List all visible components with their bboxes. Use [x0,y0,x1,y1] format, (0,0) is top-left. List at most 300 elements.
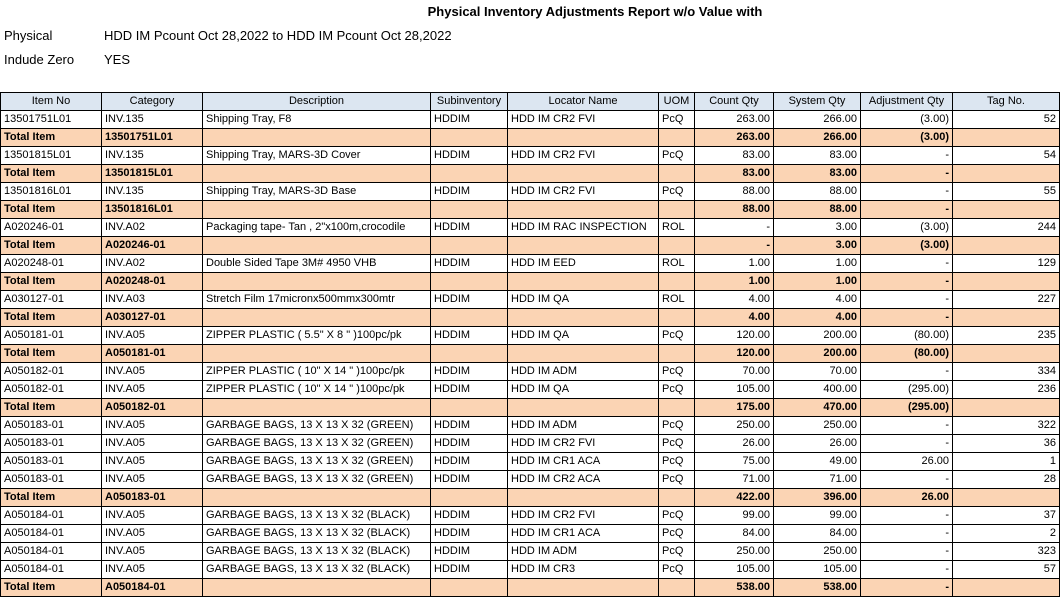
include-zero-label: Indude Zero [4,52,75,67]
table-cell: INV.A05 [102,507,203,525]
table-cell: A050183-01 [1,435,102,453]
table-cell: ZIPPER PLASTIC ( 10" X 14 " )100pc/pk [203,363,431,381]
table-cell: A020246-01 [1,219,102,237]
table-cell: Total Item [1,345,102,363]
table-cell: 13501751L01 [1,111,102,129]
column-header: UOM [659,93,695,111]
table-cell: HDDIM [431,543,508,561]
table-cell: HDD IM CR2 FVI [508,147,659,165]
table-cell: HDD IM QA [508,291,659,309]
table-cell: Total Item [1,399,102,417]
table-row [1,219,1060,237]
table-cell: 13501816L01 [102,201,203,219]
table-cell: Shipping Tray, MARS-3D Base [203,183,431,201]
table-cell: 83.00 [774,147,861,165]
table-cell: 13501816L01 [1,183,102,201]
table-cell [431,201,508,219]
include-zero-value: YES [104,52,131,67]
table-cell: INV.135 [102,183,203,201]
table-cell: Shipping Tray, F8 [203,111,431,129]
column-header: Description [203,93,431,111]
table-cell [431,309,508,327]
table-cell: ROL [659,291,695,309]
table-cell: A050182-01 [1,363,102,381]
table-cell: 322 [953,417,1060,435]
table-cell: Packaging tape- Tan , 2"x100m,crocodile [203,219,431,237]
table-cell: 88.00 [695,183,774,201]
table-cell: 2 [953,525,1060,543]
table-cell: 83.00 [695,147,774,165]
table-cell [953,345,1060,363]
table-cell: 13501751L01 [102,129,203,147]
table-cell: - [861,255,953,273]
table-cell: 105.00 [774,561,861,579]
table-cell: (80.00) [861,345,953,363]
table-row [1,453,1060,471]
table-cell: 71.00 [695,471,774,489]
table-cell: PcQ [659,111,695,129]
table-cell: Stretch Film 17micronx500mmx300mtr [203,291,431,309]
table-cell [203,201,431,219]
table-cell: INV.A02 [102,255,203,273]
column-header: Count Qty [695,93,774,111]
table-cell: ROL [659,255,695,273]
table-cell: 105.00 [695,381,774,399]
table-cell [203,309,431,327]
table-cell [508,129,659,147]
table-cell: (295.00) [861,381,953,399]
table-cell: 200.00 [774,327,861,345]
table-cell: 71.00 [774,471,861,489]
table-cell [431,489,508,507]
table-cell: - [861,291,953,309]
table-cell: - [695,237,774,255]
table-cell: 88.00 [695,201,774,219]
table-cell: A030127-01 [102,309,203,327]
table-cell [203,273,431,291]
table-cell: Total Item [1,165,102,183]
table-cell: - [861,147,953,165]
table-cell: (3.00) [861,219,953,237]
table-cell: Total Item [1,489,102,507]
table-cell [203,237,431,255]
table-cell: A050184-01 [1,543,102,561]
table-cell: 83.00 [774,165,861,183]
physical-label: Physical [4,28,53,43]
table-cell [203,345,431,363]
table-cell [203,399,431,417]
table-cell: 250.00 [774,543,861,561]
table-cell: A050181-01 [102,345,203,363]
table-cell [508,399,659,417]
column-header: System Qty [774,93,861,111]
table-cell: 400.00 [774,381,861,399]
table-row [1,435,1060,453]
table-cell: A050183-01 [1,471,102,489]
table-cell: 28 [953,471,1060,489]
table-cell [659,489,695,507]
table-cell: GARBAGE BAGS, 13 X 13 X 32 (GREEN) [203,435,431,453]
table-cell: PcQ [659,471,695,489]
table-cell: - [861,273,953,291]
table-cell: 1.00 [774,255,861,273]
table-cell [431,579,508,597]
table-cell: HDDIM [431,327,508,345]
table-cell: 52 [953,111,1060,129]
table-cell [203,165,431,183]
table-cell: HDD IM RAC INSPECTION [508,219,659,237]
table-cell: 266.00 [774,111,861,129]
table-cell: PcQ [659,363,695,381]
table-row [1,327,1060,345]
table-cell [431,399,508,417]
table-row [1,183,1060,201]
table-cell: A050184-01 [1,525,102,543]
table-cell: A050183-01 [102,489,203,507]
table-cell: 263.00 [695,111,774,129]
table-cell: HDDIM [431,291,508,309]
table-cell: INV.A05 [102,327,203,345]
table-cell: PcQ [659,525,695,543]
column-header: Category [102,93,203,111]
table-cell [508,489,659,507]
column-header: Item No [1,93,102,111]
table-cell: 334 [953,363,1060,381]
table-cell: HDD IM QA [508,381,659,399]
table-cell: 105.00 [695,561,774,579]
table-cell: - [861,183,953,201]
total-row [1,237,1060,255]
table-cell: Double Sided Tape 3M# 4950 VHB [203,255,431,273]
table-cell [953,129,1060,147]
table-cell [431,345,508,363]
table-cell [953,165,1060,183]
table-cell: A050183-01 [1,417,102,435]
table-cell: Total Item [1,309,102,327]
table-cell: 120.00 [695,345,774,363]
table-cell: Total Item [1,129,102,147]
table-cell: 244 [953,219,1060,237]
table-cell: 120.00 [695,327,774,345]
table-cell: - [861,525,953,543]
table-cell: A050183-01 [1,453,102,471]
table-cell [203,129,431,147]
table-cell: PcQ [659,453,695,471]
table-cell: - [861,309,953,327]
table-cell: 200.00 [774,345,861,363]
physical-value: HDD IM Pcount Oct 28,2022 to HDD IM Pcount Oct 28,2022 [104,28,452,43]
table-cell: - [695,219,774,237]
table-cell: HDD IM CR2 ACA [508,471,659,489]
table-cell: 1.00 [695,273,774,291]
table-cell: 1 [953,453,1060,471]
table-cell: (3.00) [861,129,953,147]
table-cell: PcQ [659,417,695,435]
table-cell: INV.A02 [102,219,203,237]
table-cell: 250.00 [695,417,774,435]
table-cell: 250.00 [695,543,774,561]
table-cell [431,165,508,183]
table-cell: 70.00 [774,363,861,381]
table-cell: 538.00 [774,579,861,597]
table-cell: INV.135 [102,111,203,129]
table-cell: GARBAGE BAGS, 13 X 13 X 32 (BLACK) [203,543,431,561]
table-cell [659,345,695,363]
table-cell: HDDIM [431,417,508,435]
table-cell [659,201,695,219]
table-cell: 54 [953,147,1060,165]
table-cell: 323 [953,543,1060,561]
table-cell: 3.00 [774,237,861,255]
table-cell: ROL [659,219,695,237]
table-cell: 55 [953,183,1060,201]
table-cell: GARBAGE BAGS, 13 X 13 X 32 (BLACK) [203,561,431,579]
physical-row [4,28,452,43]
table-cell [431,129,508,147]
table-cell [659,165,695,183]
table-cell: INV.A05 [102,471,203,489]
table-cell [508,309,659,327]
table-row [1,471,1060,489]
table-cell: HDDIM [431,471,508,489]
table-cell: 266.00 [774,129,861,147]
column-header: Subinventory [431,93,508,111]
table-cell [508,273,659,291]
table-row [1,525,1060,543]
table-cell: GARBAGE BAGS, 13 X 13 X 32 (BLACK) [203,507,431,525]
table-cell [203,579,431,597]
table-cell [508,237,659,255]
table-cell: Total Item [1,273,102,291]
table-cell: 75.00 [695,453,774,471]
table-cell: HDD IM CR2 FVI [508,435,659,453]
table-cell [659,579,695,597]
table-row [1,543,1060,561]
table-cell: - [861,435,953,453]
table-cell: INV.135 [102,147,203,165]
table-cell: 470.00 [774,399,861,417]
table-cell: 129 [953,255,1060,273]
table-cell: HDD IM CR2 FVI [508,111,659,129]
table-cell [431,273,508,291]
table-cell: GARBAGE BAGS, 13 X 13 X 32 (GREEN) [203,453,431,471]
table-cell: HDDIM [431,111,508,129]
table-cell: A050181-01 [1,327,102,345]
table-cell: INV.A05 [102,525,203,543]
table-cell [659,309,695,327]
table-cell [953,489,1060,507]
table-cell: INV.A03 [102,291,203,309]
table-cell: PcQ [659,435,695,453]
table-cell: 37 [953,507,1060,525]
column-header: Tag No. [953,93,1060,111]
table-cell [659,399,695,417]
table-cell: 4.00 [695,291,774,309]
column-header: Locator Name [508,93,659,111]
table-cell: PcQ [659,147,695,165]
table-cell: HDDIM [431,381,508,399]
table-cell: HDDIM [431,147,508,165]
table-cell: ZIPPER PLASTIC ( 10" X 14 " )100pc/pk [203,381,431,399]
total-row [1,129,1060,147]
table-cell: INV.A05 [102,381,203,399]
table-cell: INV.A05 [102,543,203,561]
table-cell: - [861,579,953,597]
table-cell: PcQ [659,327,695,345]
table-cell: PcQ [659,381,695,399]
table-cell: 4.00 [774,291,861,309]
report-title: Physical Inventory Adjustments Report w/o Value with [427,4,763,19]
table-cell: HDDIM [431,435,508,453]
table-header-row [1,93,1060,111]
table-cell: 84.00 [695,525,774,543]
table-cell: A050184-01 [1,561,102,579]
table-row [1,381,1060,399]
table-cell: 49.00 [774,453,861,471]
total-row [1,489,1060,507]
total-row [1,399,1060,417]
table-cell: HDDIM [431,255,508,273]
table-cell: A050182-01 [1,381,102,399]
table-cell: INV.A05 [102,417,203,435]
table-cell: HDDIM [431,363,508,381]
table-cell: HDD IM CR2 FVI [508,507,659,525]
table-cell: PcQ [659,561,695,579]
table-cell [203,489,431,507]
table-cell: HDDIM [431,453,508,471]
table-cell: INV.A05 [102,453,203,471]
table-cell: 70.00 [695,363,774,381]
table-cell: INV.A05 [102,363,203,381]
total-row [1,579,1060,597]
table-cell: - [861,561,953,579]
table-cell: Total Item [1,579,102,597]
table-cell [659,273,695,291]
table-cell: Total Item [1,237,102,255]
table-cell: HDD IM ADM [508,543,659,561]
table-cell: 88.00 [774,183,861,201]
table-cell: - [861,363,953,381]
table-cell [953,309,1060,327]
table-cell: A020248-01 [1,255,102,273]
table-cell [508,345,659,363]
table-cell: 3.00 [774,219,861,237]
table-cell: (3.00) [861,237,953,255]
total-row [1,345,1060,363]
table-cell: 235 [953,327,1060,345]
table-cell: A030127-01 [1,291,102,309]
table-cell: A050184-01 [102,579,203,597]
table-cell: HDD IM CR1 ACA [508,525,659,543]
table-cell: 175.00 [695,399,774,417]
table-cell [953,201,1060,219]
table-cell: GARBAGE BAGS, 13 X 13 X 32 (GREEN) [203,471,431,489]
table-cell: PcQ [659,543,695,561]
table-cell [508,165,659,183]
table-cell: 13501815L01 [102,165,203,183]
table-row [1,111,1060,129]
table-cell: A020246-01 [102,237,203,255]
table-cell: 396.00 [774,489,861,507]
table-cell: Shipping Tray, MARS-3D Cover [203,147,431,165]
table-cell: PcQ [659,507,695,525]
table-cell: 4.00 [774,309,861,327]
table-cell: A050184-01 [1,507,102,525]
table-row [1,507,1060,525]
table-cell: - [861,471,953,489]
table-row [1,417,1060,435]
table-cell: 26.00 [861,453,953,471]
table-cell [508,201,659,219]
table-cell: 26.00 [774,435,861,453]
table-cell: HDDIM [431,183,508,201]
table-cell [953,399,1060,417]
table-cell: 13501815L01 [1,147,102,165]
table-cell: HDD IM QA [508,327,659,345]
table-cell: 263.00 [695,129,774,147]
table-cell: 4.00 [695,309,774,327]
table-cell: 26.00 [861,489,953,507]
table-cell: 83.00 [695,165,774,183]
table-cell: 84.00 [774,525,861,543]
table-cell: GARBAGE BAGS, 13 X 13 X 32 (GREEN) [203,417,431,435]
table-cell: INV.A05 [102,435,203,453]
table-cell: HDD IM CR1 ACA [508,453,659,471]
table-cell: (80.00) [861,327,953,345]
table-cell: (3.00) [861,111,953,129]
adjustments-table [0,92,1060,597]
table-cell: HDDIM [431,219,508,237]
table-cell: 422.00 [695,489,774,507]
table-cell [659,129,695,147]
total-row [1,201,1060,219]
table-row [1,255,1060,273]
table-cell: 1.00 [774,273,861,291]
table-cell [953,273,1060,291]
table-cell: - [861,165,953,183]
total-row [1,165,1060,183]
table-cell: - [861,507,953,525]
table-cell [953,579,1060,597]
table-cell: - [861,201,953,219]
table-cell: HDD IM ADM [508,363,659,381]
total-row [1,309,1060,327]
table-cell [508,579,659,597]
table-cell: A020248-01 [102,273,203,291]
table-cell: 88.00 [774,201,861,219]
table-cell: 1.00 [695,255,774,273]
table-cell: (295.00) [861,399,953,417]
table-cell [659,237,695,255]
table-cell: 538.00 [695,579,774,597]
table-cell: 227 [953,291,1060,309]
table-cell [431,237,508,255]
table-row [1,363,1060,381]
table-row [1,561,1060,579]
table-cell: INV.A05 [102,561,203,579]
include-zero-row [4,52,130,67]
table-cell: HDDIM [431,507,508,525]
table-cell: 250.00 [774,417,861,435]
table-cell: - [861,543,953,561]
table-cell: HDD IM ADM [508,417,659,435]
table-cell: 99.00 [695,507,774,525]
table-cell: 36 [953,435,1060,453]
table-cell: HDD IM CR2 FVI [508,183,659,201]
table-cell: 26.00 [695,435,774,453]
table-cell: 99.00 [774,507,861,525]
table-cell: HDD IM EED [508,255,659,273]
